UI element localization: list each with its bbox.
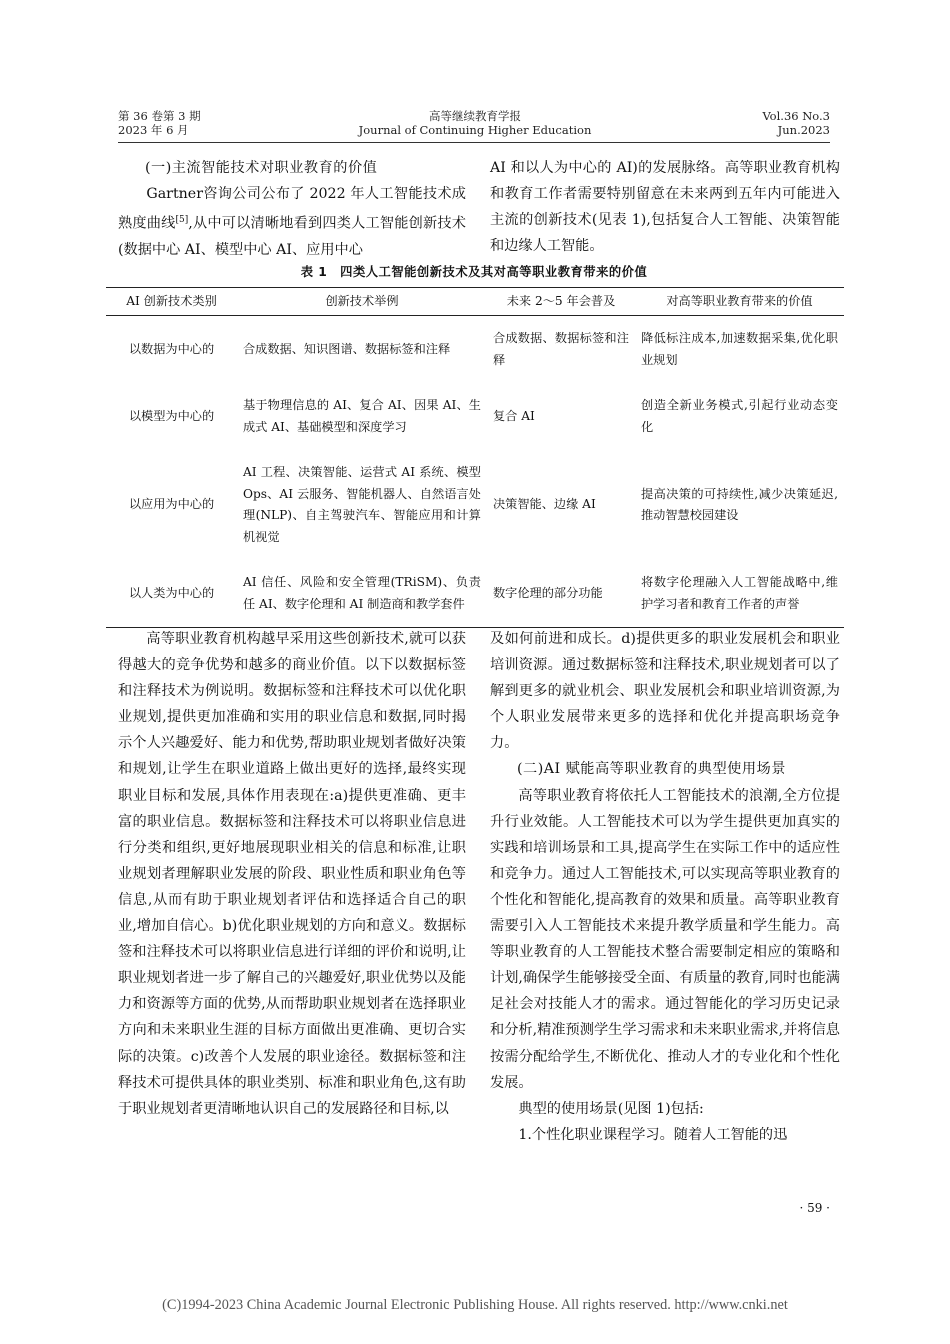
paragraph-data-labeling: 高等职业教育机构越早采用这些创新技术,就可以获得越大的竞争优势和越多的商业价值。以下以数据标签和注释技术为例说明。数据标签和注释技术可以优化职业规划,提供更加准确和实用的职业信息和数据,同时揭示个人兴趣爱好、能力和优势,帮助职业规划者做好决策和规划,让学生在职业道路上做出更好的选择,最终实现职业目标和发展,具体作用表现在:a)提供更准确、更丰富的职业信息。数据标签和注释技术可以将职业信息进行分类和组织,更好地展现职业相关的信息和标准,让职业规划者理解职业发展的阶段、职业性质和职业角色等信息,从而有助于职业规划者评估和选择适合自己的职业,增加自信心。b)优化职业规划的方向和意义。数据标签和注释技术可以将职业信息进行详细的评价和说明,让职业规划者进一步了解自己的兴趣爱好,职业优势以及能力和资源等方面的优势,从而帮助职业规划者在选择职业方向和未来职业生涯的目标方面做出更准确、更切合实际的决策。c)改善个人发展的职业途径。数据标签和注释技术可提供具体的职业类别、标准和职业角色,这有助于职业规划者更清晰地认识自己的发展路径和目标,以 xyxy=(118,631,466,1117)
table-header-row xyxy=(106,288,844,316)
table-cell: 复合 AI xyxy=(493,408,535,423)
top-right-column xyxy=(490,155,840,259)
copyright-footer: (C)1994-2023 China Academic Journal Electronic Publishing House. All rights reserved. http://www.cnki.net xyxy=(162,1297,788,1313)
page-number: · 59 · xyxy=(799,1201,830,1215)
volume-en: Vol.36 No.3 xyxy=(762,109,830,123)
paragraph-data-labeling-continued: 及如何前进和成长。d)提供更多的职业发展机会和职业培训资源。通过数据标签和注释技术,职业规划者可以了解到更多的就业机会、职业发展机会和职业培训资源,为个人职业发展带来更多的选择和优化并提高职场竞争力。 xyxy=(490,631,840,752)
table-cell: 以人类为中心的 xyxy=(106,560,237,628)
intro-text-rest: ,从中可以清晰地看到四类人工智能创新技术(数据中心 AI、模型中心 AI、应用中心 xyxy=(118,215,466,259)
bottom-left-column xyxy=(118,626,466,1122)
table-row xyxy=(106,316,844,384)
table-header-cell: AI 创新技术类别 xyxy=(106,288,237,316)
table-cell: 基于物理信息的 AI、复合 AI、因果 AI、生成式 AI、基础模型和深度学习 xyxy=(243,398,481,434)
table-row xyxy=(106,560,844,628)
journal-issue-info xyxy=(118,109,201,137)
section-heading-2: (二)AI 赋能高等职业教育的典型使用场景 xyxy=(516,761,786,778)
table-cell: 降低标注成本,加速数据采集,优化职业规划 xyxy=(641,331,838,367)
paragraph-scenarios-intro: 典型的使用场景(见图 1)包括: xyxy=(518,1100,704,1117)
table-cell: 创造全新业务模式,引起行业动态变化 xyxy=(641,398,838,434)
table-cell: AI 工程、决策智能、运营式 AI 系统、模型 Ops、AI 云服务、智能机器人、自然语言处理(NLP)、自主驾驶汽车、智能应用和计算机视觉 xyxy=(243,465,481,544)
paragraph-ai-empowerment: 高等职业教育将依托人工智能技术的浪潮,全方位提升行业效能。人工智能技术可以为学生提供更加真实的实践和培训场景和工具,提高学生在实际工作中的适应性和竞争力。通过人工智能技术,可以实现高等职业教育的个性化和智能化,提高教育的效果和质量。高等职业教育需要引入人工智能技术来提升教学质量和学生能力。高等职业教育的人工智能技术整合需要制定相应的策略和计划,确保学生能够接受全面、有质量的教育,同时也能满足社会对技能人才的需求。通过智能化的学习历史记录和分析,精准预测学生学习需求和未来职业需求,并将信息按需分配给学生,不断优化、推动人才的专业化和个性化发展。 xyxy=(490,787,840,1091)
journal-title-cn: 高等继续教育学报 xyxy=(429,109,521,123)
data-table xyxy=(106,287,844,628)
table-cell: 将数字伦理融入人工智能战略中,维护学习者和教育工作者的声誉 xyxy=(635,560,844,628)
table-cell: 以应用为中心的 xyxy=(128,497,215,512)
table-cell: 合成数据、数据标签和注释 xyxy=(493,331,629,367)
journal-volume-en xyxy=(700,109,830,137)
table-header-cell: 创新技术举例 xyxy=(237,288,487,316)
journal-title xyxy=(350,109,600,137)
table-row xyxy=(106,450,844,560)
table-cell: 以数据为中心的 xyxy=(128,341,215,356)
table-row xyxy=(106,383,844,450)
paragraph-intro xyxy=(118,181,466,263)
citation-ref: [5] xyxy=(175,215,189,226)
bottom-right-column xyxy=(490,626,840,1148)
table-cell: 决策智能、边缘 AI xyxy=(493,497,596,512)
table-cell: 提高决策的可持续性,减少决策延迟,推动智慧校园建设 xyxy=(641,486,838,522)
section-heading-1: (一)主流智能技术对职业教育的价值 xyxy=(144,160,378,176)
header-rule xyxy=(118,142,830,143)
table-cell: 以模型为中心的 xyxy=(128,408,215,423)
table-cell: 数字伦理的部分功能 xyxy=(487,560,635,628)
paragraph-intro-continued: AI 和以人为中心的 AI)的发展脉络。高等职业教育机构和教育工作者需要特别留意在未来两到五年内可能进入主流的创新技术(见表 1),包括复合人工智能、决策智能和边缘人工智能。 xyxy=(490,160,840,255)
table-caption: 表 1 四类人工智能创新技术及其对高等职业教育带来的价值 xyxy=(300,265,648,279)
date-en: Jun.2023 xyxy=(777,123,830,137)
journal-title-en: Journal of Continuing Higher Education xyxy=(358,123,592,137)
table-cell: AI 信任、风险和安全管理(TRiSM)、负责任 AI、数字伦理和 AI 制造商和教学套件 xyxy=(237,560,487,628)
intro-text: Gartner咨询公司公布了 2022 年人工智能技术成熟度曲线 xyxy=(118,186,466,232)
issue-date: 2023 年 6 月 xyxy=(118,123,189,137)
paragraph-scenario-1: 1.个性化职业课程学习。随着人工智能的迅 xyxy=(518,1126,788,1143)
table-header-cell: 对高等职业教育带来的价值 xyxy=(635,288,844,316)
table-header-cell: 未来 2～5 年会普及 xyxy=(487,288,635,316)
table-cell: 合成数据、知识图谱、数据标签和注释 xyxy=(243,341,451,356)
top-left-column xyxy=(118,155,466,263)
volume-issue: 第 36 卷第 3 期 xyxy=(118,109,201,123)
